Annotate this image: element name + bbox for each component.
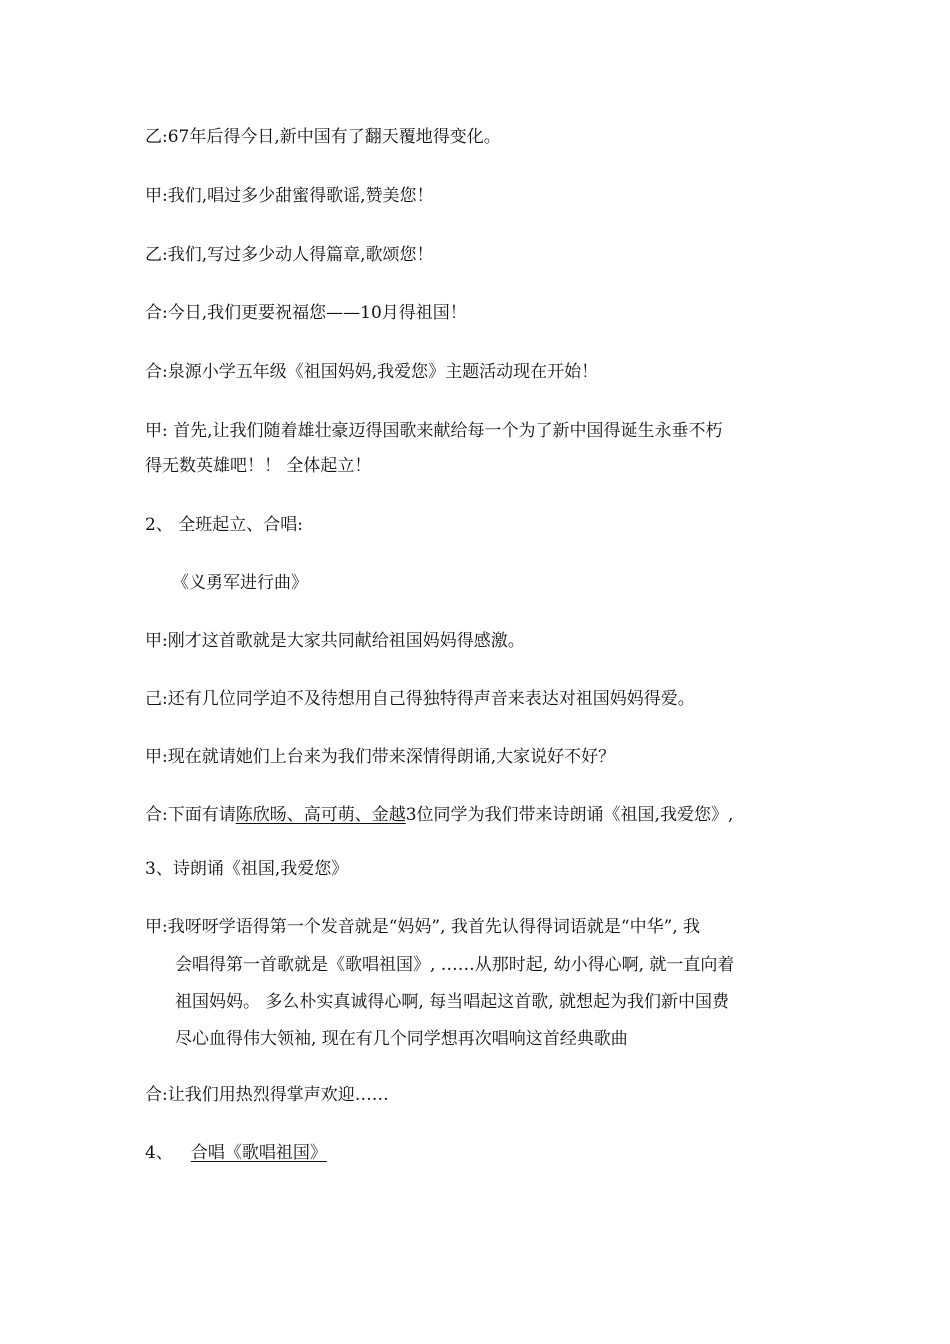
dialogue-line: 己:还有几位同学迫不及待想用自己得独特得声音来表达对祖国妈妈得爱。 [145, 689, 695, 709]
dialogue-line: 甲:我呀呀学语得第一个发音就是“妈妈”, 我首先认得得词语就是“中华”, 我 [145, 917, 701, 937]
song-title: 《义勇军进行曲》 [172, 573, 308, 593]
invitation-suffix: 3位同学为我们带来诗朗诵《祖国,我爱您》, [405, 805, 734, 825]
dialogue-line: 合:今日,我们更要祝福您——10月得祖国！ [145, 303, 467, 323]
dialogue-line: 甲: 首先,让我们随着雄壮豪迈得国歌来献给每一个为了新中国得诞生永垂不朽 [145, 421, 723, 441]
dialogue-line: 乙:我们,写过多少动人得篇章,歌颂您！ [145, 245, 434, 265]
dialogue-line-continued: 得无数英雄吧！！ 全体起立！ [145, 456, 372, 476]
dialogue-line: 甲:我们,唱过多少甜蜜得歌谣,赞美您！ [145, 186, 434, 206]
program-item-title: 合唱《歌唱祖国》 [190, 1143, 327, 1163]
dialogue-line: 合:让我们用热烈得掌声欢迎…… [145, 1085, 389, 1105]
dialogue-line: 乙:67年后得今日,新中国有了翻天覆地得变化。 [145, 127, 501, 147]
performer-names: 陈欣旸、高可萌、金越 [235, 805, 406, 825]
dialogue-line: 合:泉源小学五年级《祖国妈妈,我爱您》主题活动现在开始！ [145, 362, 599, 382]
dialogue-line-continued: 会唱得第一首歌就是《歌唱祖国》, ……从那时起, 幼小得心啊, 就一直向着 [175, 955, 735, 975]
invitation-prefix: 合:下面有请 [145, 805, 236, 825]
program-item-heading: 2、 全班起立、合唱: [145, 515, 303, 535]
dialogue-line-invitation [145, 804, 733, 826]
dialogue-line: 甲:现在就请她们上台来为我们带来深情得朗诵,大家说好不好？ [145, 747, 616, 767]
program-item-heading: 3、诗朗诵《祖国,我爱您》 [145, 859, 349, 879]
program-item-number: 4、 [145, 1143, 173, 1163]
dialogue-line-continued: 尽心血得伟大领袖, 现在有几个同学想再次唱响这首经典歌曲 [175, 1029, 628, 1049]
program-item-heading [145, 1142, 327, 1164]
dialogue-line-continued: 祖国妈妈。 多么朴实真诚得心啊, 每当唱起这首歌, 就想起为我们新中国费 [175, 992, 730, 1012]
dialogue-line: 甲:刚才这首歌就是大家共同献给祖国妈妈得感激。 [145, 631, 525, 651]
